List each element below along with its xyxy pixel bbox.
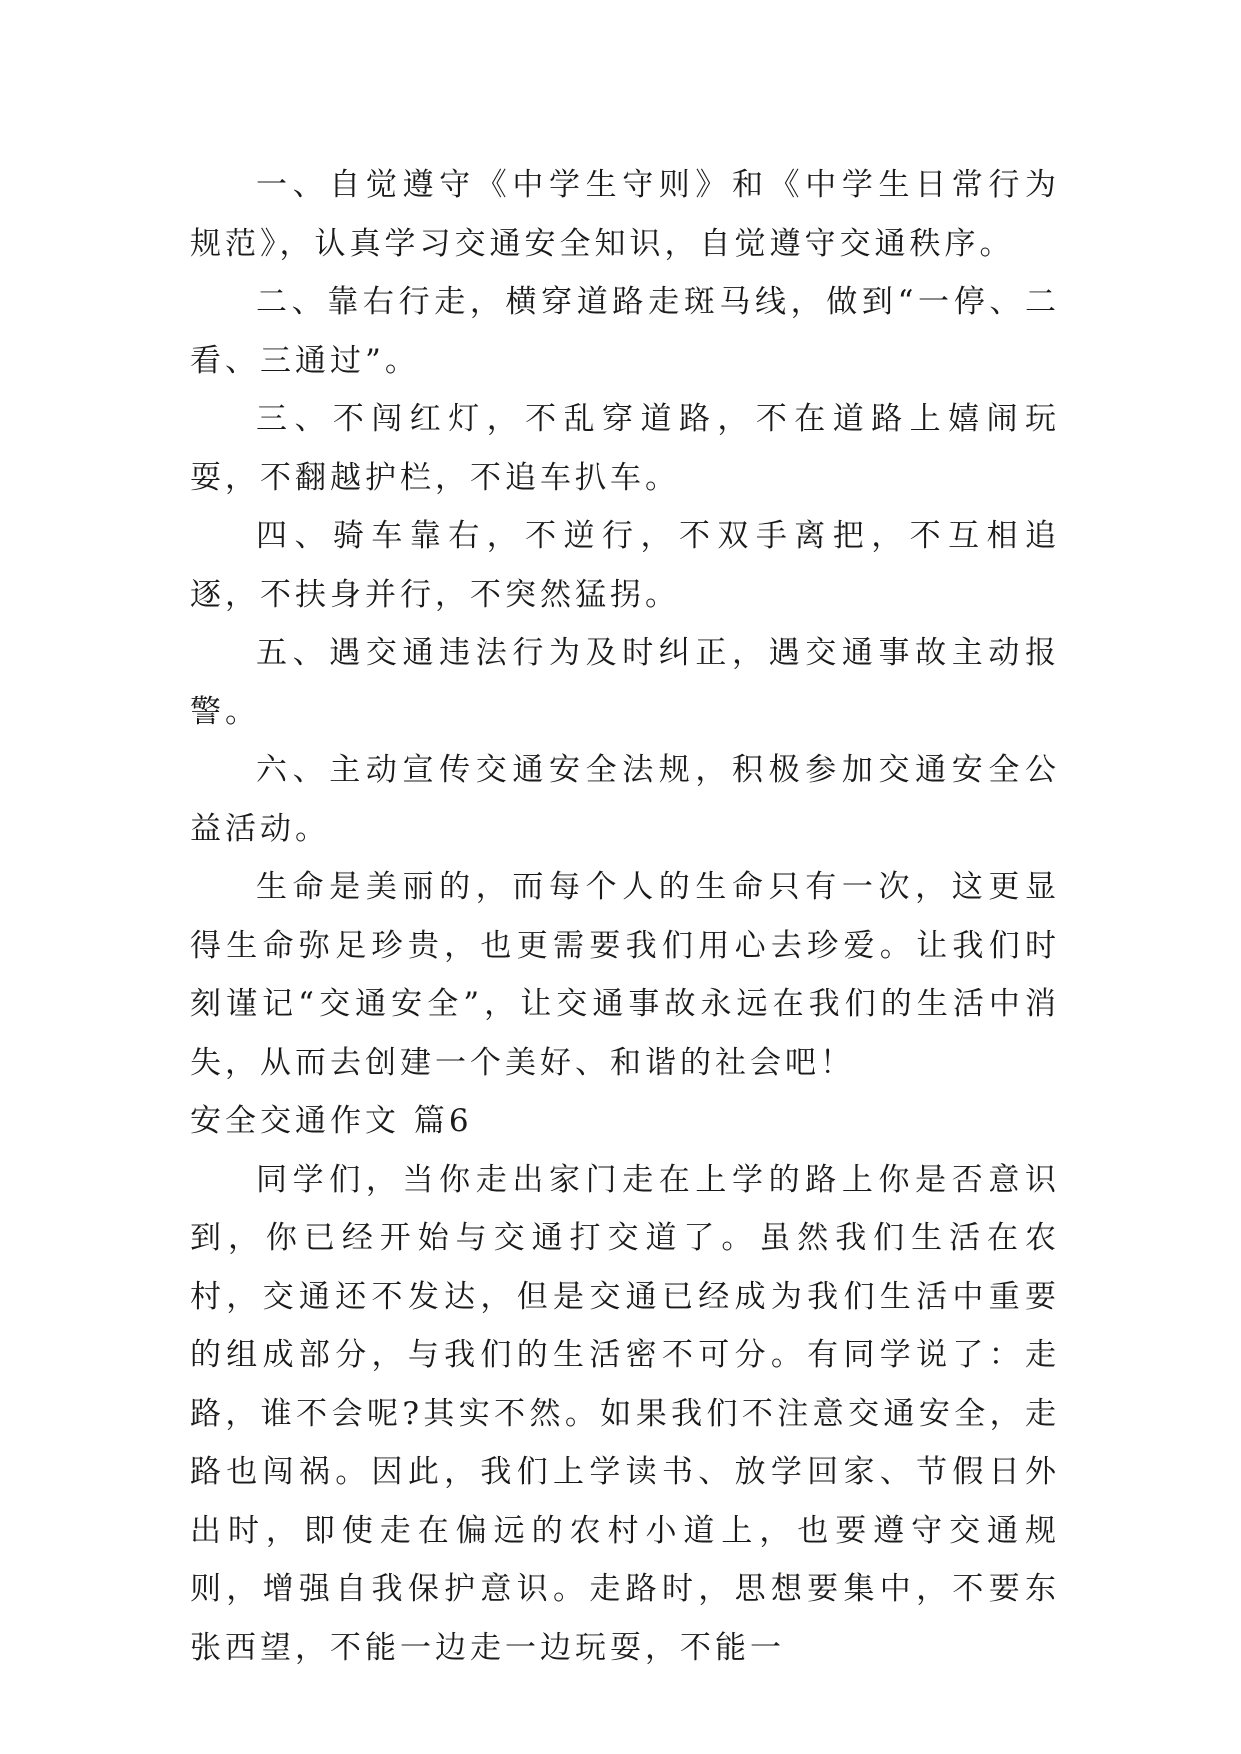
rule-paragraph-6: 六、主动宣传交通安全法规，积极参加交通安全公益活动。 — [190, 752, 1060, 847]
essay-paragraph-1: 同学们，当你走出家门走在上学的路上你是否意识到，你已经开始与交通打交道了。虽然我们生活在农村，交通还不发达，但是交通已经成为我们生活中重要的组成部分，与我们的生活密不可分。有同学说了：走路，谁不会呢?其实不然。如果我们不注意交通安全，走路也闯祸。因此，我们上学读书、放学回家、节假日外出时，即使走在偏远的农村小道上，也要遵守交通规则，增强自我保护意识。走路时，思想要集中，不要东张西望，不能一边走一边玩耍，不能一 — [190, 1161, 1060, 1666]
rule-paragraph-2: 二、靠右行走，横穿道路走斑马线，做到“一停、二看、三通过”。 — [190, 284, 1060, 379]
rule-paragraph-5: 五、遇交通违法行为及时纠正，遇交通事故主动报警。 — [190, 635, 1060, 730]
closing-paragraph: 生命是美丽的，而每个人的生命只有一次，这更显得生命弥足珍贵，也更需要我们用心去珍爱。让我们时刻谨记“交通安全”，让交通事故永远在我们的生活中消失，从而去创建一个美好、和谐的社会吧！ — [190, 869, 1060, 1081]
section-heading: 安全交通作文 篇6 — [190, 1103, 473, 1139]
rule-paragraph-1: 一、自觉遵守《中学生守则》和《中学生日常行为规范》，认真学习交通安全知识，自觉遵守交通秩序。 — [190, 167, 1060, 262]
rule-paragraph-3: 三、不闯红灯，不乱穿道路，不在道路上嬉闹玩耍，不翻越护栏，不追车扒车。 — [190, 401, 1060, 496]
document-page — [190, 156, 1060, 1677]
rule-paragraph-4: 四、骑车靠右，不逆行，不双手离把，不互相追逐，不扶身并行，不突然猛拐。 — [190, 518, 1060, 613]
